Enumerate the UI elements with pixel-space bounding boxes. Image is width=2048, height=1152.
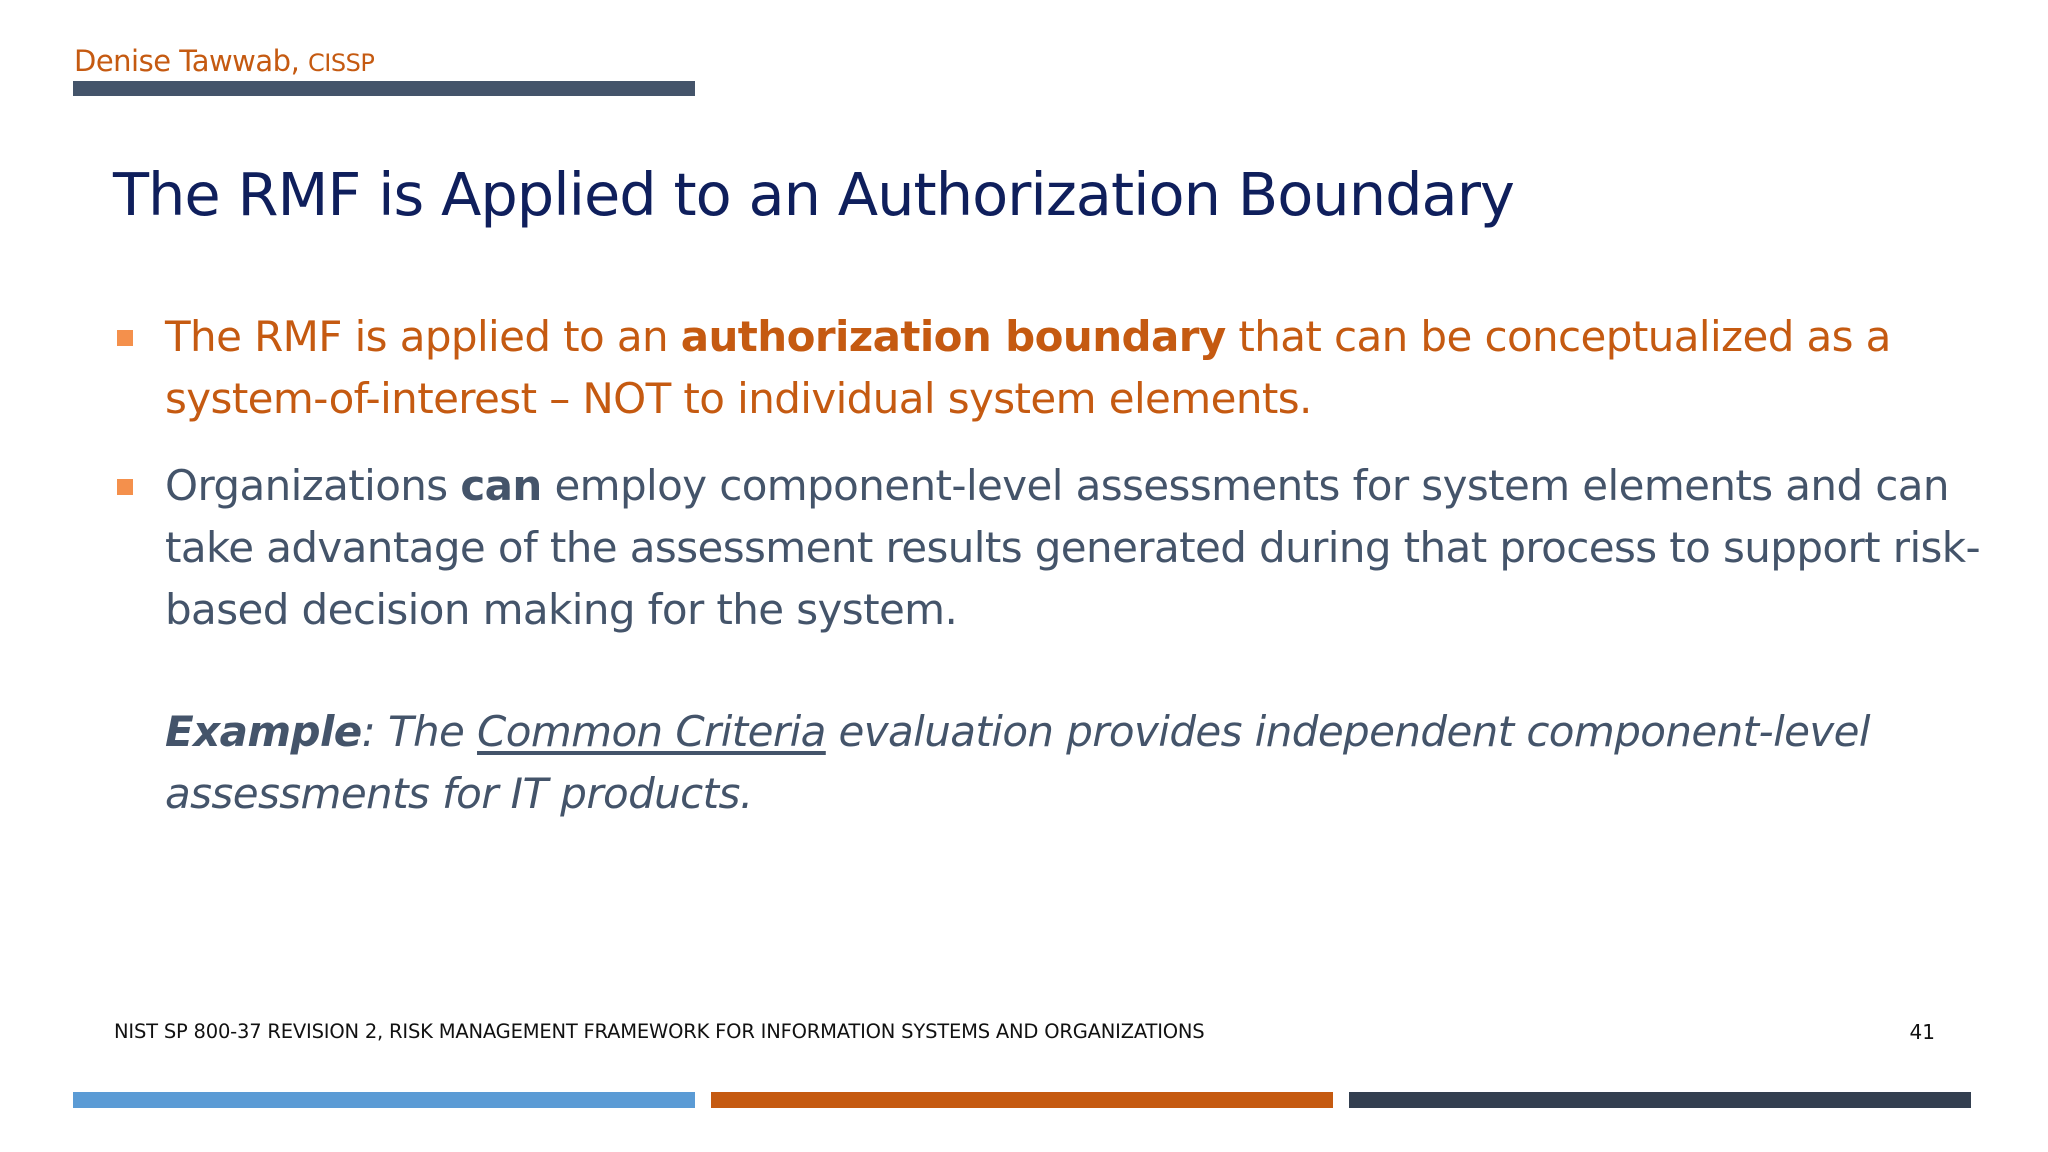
example-text: evaluation provides independent component-level assessments for IT products. — [165, 707, 1870, 818]
page-number: 41 — [1909, 1020, 1935, 1044]
bullet-item-component-assessments — [113, 455, 1993, 825]
author-credential: CISSP — [308, 49, 375, 77]
bullet-emphasis: authorization boundary — [680, 312, 1226, 361]
common-criteria-link[interactable]: Common Criteria — [477, 707, 826, 756]
bullet-text: The RMF is applied to an — [165, 312, 681, 361]
author-label — [74, 44, 374, 78]
bullet-list — [113, 306, 1993, 825]
bullet-text: employ component-level assessments for system elements and can take advantage of the assessment results generated during that process to support risk-based decision making for the system. — [165, 461, 1981, 634]
bullet-item-authorization-boundary — [113, 306, 1993, 430]
footer-bar-blue — [73, 1092, 695, 1108]
slide-title: The RMF is Applied to an Authorization Boundary — [113, 160, 1514, 229]
footer-source: NIST SP 800-37 REVISION 2, RISK MANAGEMENT FRAMEWORK FOR INFORMATION SYSTEMS AND ORGANIZATIONS — [114, 1020, 1205, 1043]
bullet-emphasis: can — [460, 461, 542, 510]
example-label: Example — [165, 707, 362, 756]
example-text: : The — [361, 707, 478, 756]
example-paragraph — [165, 701, 1993, 825]
square-bullet-icon — [117, 479, 133, 495]
footer-bar-orange — [711, 1092, 1333, 1108]
author-name: Denise Tawwab, — [74, 44, 300, 78]
header-divider — [73, 81, 695, 96]
bullet-text: that can be conceptualized as a system-of-interest – NOT to individual system elements. — [165, 312, 1891, 423]
footer-bar-navy — [1349, 1092, 1971, 1108]
square-bullet-icon — [117, 330, 133, 346]
bullet-text: Organizations — [165, 461, 461, 510]
